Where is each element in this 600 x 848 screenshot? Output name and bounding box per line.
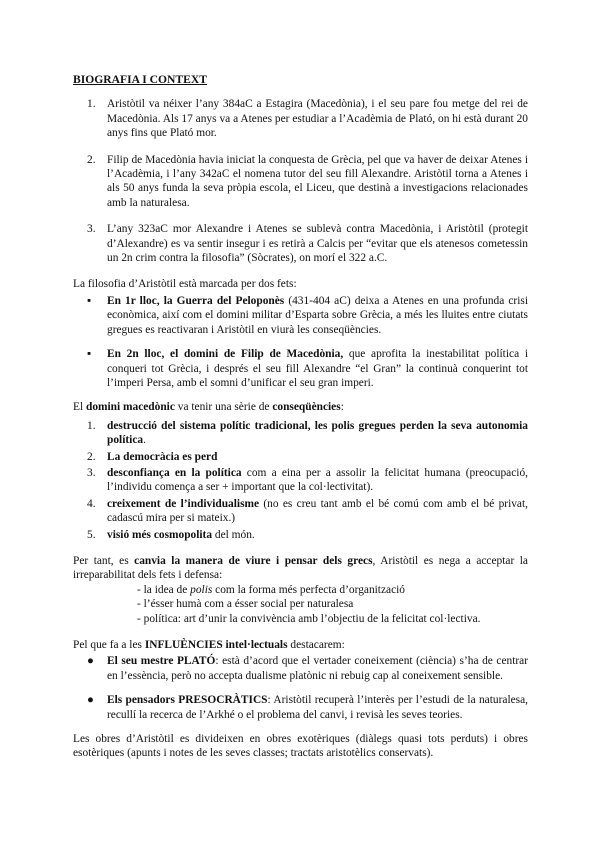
item-number: 2. bbox=[87, 450, 96, 463]
item-number: 5. bbox=[87, 528, 96, 541]
item-bold: En 2n lloc, el domini de Filip de Macedònia, bbox=[107, 348, 344, 361]
list-item bbox=[73, 222, 528, 265]
item-rest: del món. bbox=[212, 528, 255, 541]
item-bold: El seu mestre PLATÓ bbox=[107, 655, 216, 668]
bullet-icon: ● bbox=[87, 694, 94, 707]
item-number: 3. bbox=[87, 466, 96, 479]
list-item bbox=[73, 466, 528, 495]
item-rest: que aprofita la inestabilitat política i conqueri tot Grècia, i després el seu fill Alexandre “el Gran” la continuà conquerint tot l’imperi Persa, amb el somni d’unificar el seu gran imperi. bbox=[107, 348, 529, 389]
page-title: BIOGRAFIA I CONTEXT bbox=[73, 73, 207, 86]
item-bold: visió més cosmopolita bbox=[107, 528, 213, 541]
defends-list bbox=[137, 583, 528, 626]
domini-intro bbox=[73, 400, 528, 414]
item-text bbox=[107, 466, 528, 495]
item-text bbox=[107, 419, 528, 448]
list-item bbox=[73, 97, 528, 140]
item-text bbox=[107, 528, 528, 542]
item-text: Aristòtil va néixer l’any 384aC a Estagira (Macedònia), i el seu pare fou metge del rei de Macedònia. Als 17 anys va a Atenes per estudiar a l’Acadèmia de Plató, on hi està durant 20 anys fins que Plató mor. bbox=[107, 98, 528, 140]
list-item bbox=[73, 294, 528, 337]
bullet-icon: ● bbox=[87, 655, 94, 668]
item-bold: En 1r lloc, la Guerra del Peloponès bbox=[107, 294, 285, 307]
item-number: 2. bbox=[87, 153, 96, 166]
item-text bbox=[107, 693, 528, 722]
change-paragraph bbox=[73, 554, 528, 583]
list-item bbox=[137, 612, 528, 626]
item-rest: . bbox=[143, 434, 146, 447]
influences-intro bbox=[73, 638, 528, 652]
item-text bbox=[107, 294, 528, 337]
list-item bbox=[137, 597, 528, 611]
biography-list bbox=[73, 97, 528, 265]
text-italic: polis bbox=[190, 583, 213, 596]
bullet-icon: ▪ bbox=[87, 294, 92, 307]
list-item bbox=[73, 654, 528, 683]
text-run: com la forma més perfecta d’organització bbox=[212, 583, 406, 596]
text-run: va tenir una sèrie de bbox=[174, 401, 273, 414]
text-run: destacarem: bbox=[287, 639, 345, 651]
text-run: , Aristòtil es nega a acceptar la irreparabilitat dels fets i defensa: bbox=[73, 554, 528, 582]
list-item bbox=[73, 528, 528, 542]
text-run: - la idea de bbox=[137, 583, 191, 596]
item-text bbox=[107, 497, 528, 526]
item-text: L’any 323aC mor Alexandre i Atenes se sublevà contra Macedònia, i Aristòtil (protegit d’Alexandre) es va sentir insegur i es retirà a Calcis per “evitar que els atenesos cometessin un 2n crim contra la filosofia” (Sòcrates), on morí el 322 a.C. bbox=[107, 223, 528, 265]
item-text bbox=[107, 654, 528, 683]
item-number: 4. bbox=[87, 497, 96, 510]
text-bold: conseqüències bbox=[272, 401, 341, 414]
item-text bbox=[107, 450, 528, 464]
facts-list bbox=[73, 294, 528, 390]
influences-list bbox=[73, 654, 528, 722]
item-text bbox=[107, 347, 528, 390]
list-item bbox=[73, 693, 528, 722]
list-item bbox=[73, 497, 528, 526]
item-rest: : està d’acord que el vertader coneixement (ciència) s’ha de centrar en l’essència, però no accepta dualisme platònic ni rebuig cap al coneixement sensible. bbox=[107, 655, 529, 682]
consequences-list bbox=[73, 419, 528, 542]
item-number: 3. bbox=[87, 223, 96, 236]
item-rest: : Aristòtil recuperà l’interès per l’estudi de la naturalesa, recullí la recerca de l’Arkhé o el problema del canvi, i revisà les seves teories. bbox=[107, 694, 528, 721]
item-bold: desconfiança en la política bbox=[107, 466, 242, 479]
text-run: Per tant, es bbox=[73, 554, 135, 567]
text-bold: canvia la manera de viure i pensar dels grecs bbox=[134, 554, 373, 567]
item-text: Filip de Macedònia havia iniciat la conquesta de Grècia, pel que va haver de deixar Atenes i l’Acadèmia, i l’any 342aC el nomena tutor del seu fill Alexandre. Aristòtil torna a Atenes i als 50 anys funda la seva pròpia escola, el Liceu, que destinà a investigacions relacionades amb la naturalesa. bbox=[107, 153, 528, 209]
text-run: Pel que fa a les bbox=[73, 639, 145, 651]
bullet-icon: ▪ bbox=[87, 348, 92, 361]
item-number: 1. bbox=[87, 419, 96, 432]
item-rest: (431-404 aC) deixa a Atenes en una profunda crisi econòmica, així com el domini militar d’Esparta sobre Grècia, a més les lluites entre ciutats gregues es reactivaran i Aristòtil en viurà les conseqüències. bbox=[107, 294, 528, 336]
item-bold: creixement de l’individualisme bbox=[107, 497, 260, 510]
item-rest: (no es creu tant amb el bé comú com amb el bé privat, cadascú mira per si mateix.) bbox=[107, 497, 529, 525]
text-run: - política: art d’unir la convivència amb l’objectiu de la felicitat col·lectiva. bbox=[137, 612, 481, 625]
list-item bbox=[73, 347, 528, 390]
text-run: : bbox=[340, 401, 344, 414]
text-bold: domini macedònic bbox=[85, 401, 175, 414]
text-run: El bbox=[73, 401, 86, 414]
list-item bbox=[137, 583, 528, 597]
text-run: - l’ésser humà com a ésser social per naturalesa bbox=[137, 598, 354, 611]
item-bold: La democràcia es perd bbox=[107, 450, 218, 463]
list-item bbox=[73, 419, 528, 448]
list-item bbox=[73, 153, 528, 211]
works-paragraph: Les obres d’Aristòtil es divideixen en obres exotèriques (diàlegs quasi tots perduts) i obres esotèriques (apunts i notes de les seves classes; tractats aristotèlics conservats). bbox=[73, 733, 528, 760]
item-bold: destrucció del sistema polític tradicional, les polis gregues perden la seva autonomia política bbox=[107, 419, 528, 447]
item-bold: Els pensadors PRESOCRÀTICS bbox=[107, 694, 268, 707]
list-item bbox=[73, 450, 528, 464]
document-page bbox=[73, 73, 528, 761]
text-bold: INFLUÈNCIES intel·lectuals bbox=[144, 639, 288, 651]
facts-intro: La filosofia d’Aristòtil està marcada per dos fets: bbox=[73, 278, 297, 291]
item-rest: com a eina per a assolir la felicitat humana (preocupació, l’individu comença a ser + important que la col·lectivitat). bbox=[107, 466, 528, 494]
item-number: 1. bbox=[87, 98, 96, 111]
